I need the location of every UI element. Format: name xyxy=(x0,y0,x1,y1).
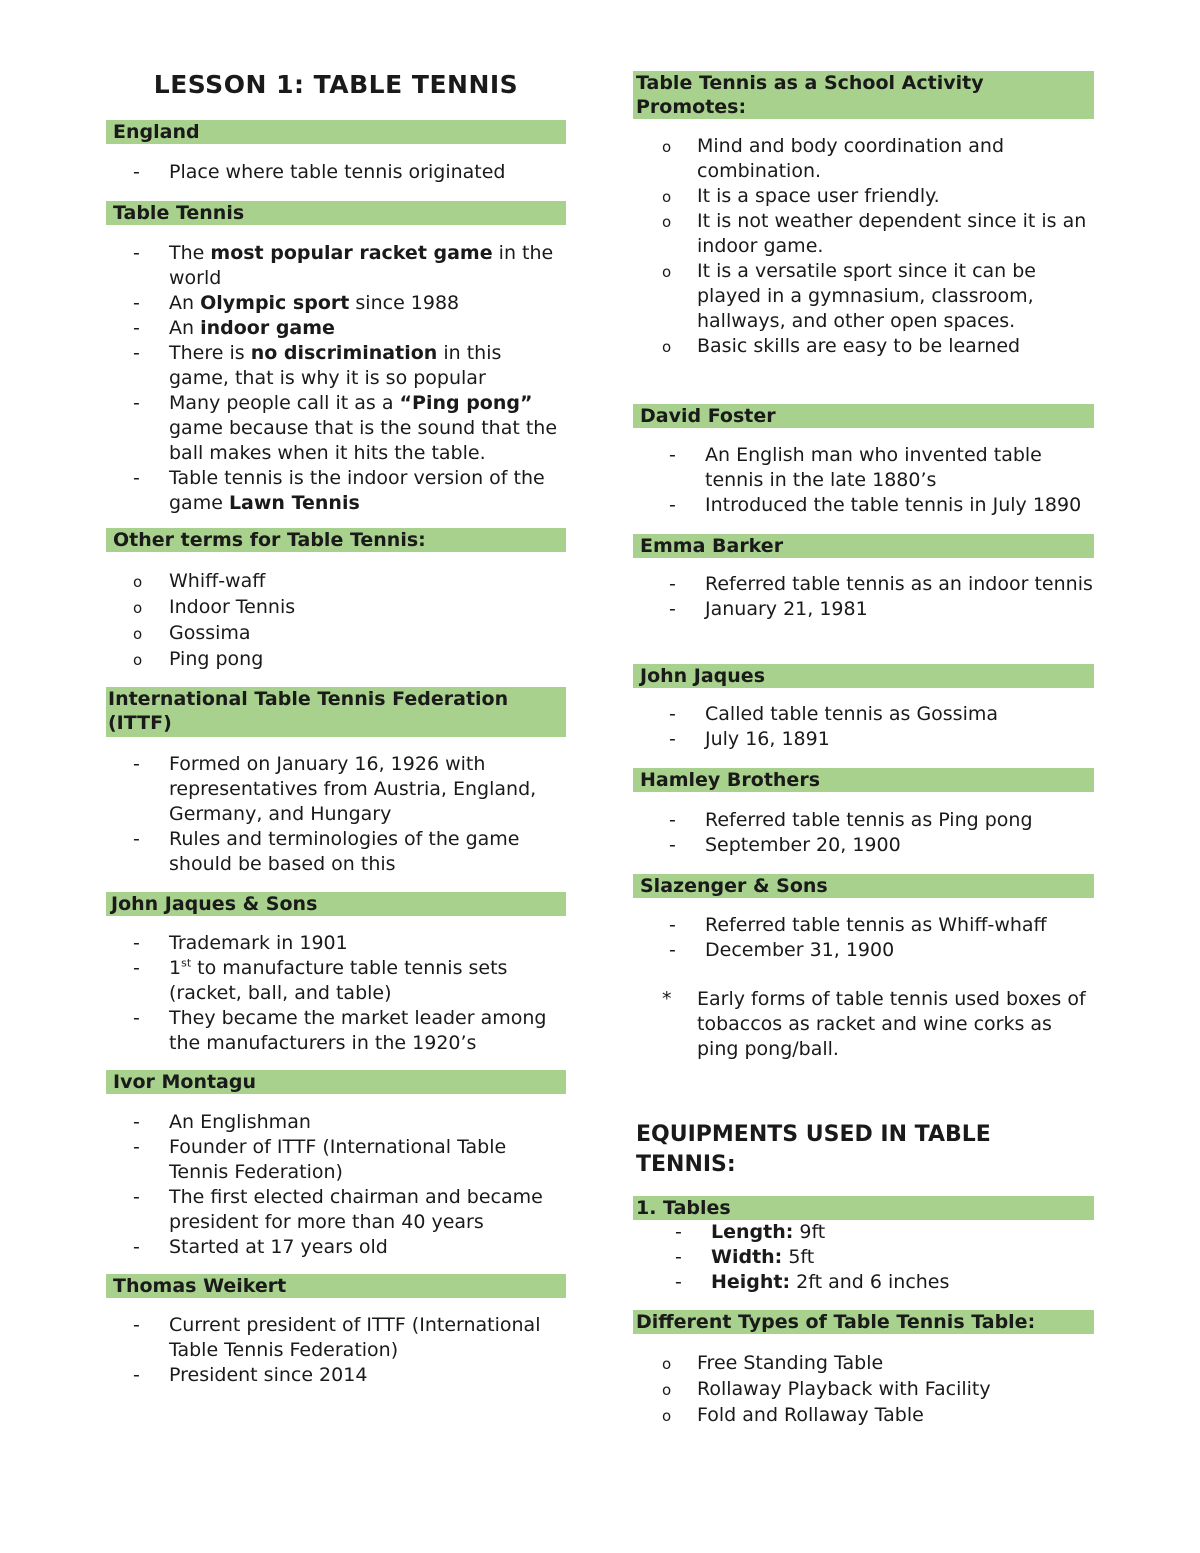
dash-bullet xyxy=(669,572,689,597)
list-item: o Fold and Rollaway Table xyxy=(633,1402,1094,1428)
dash-bullet xyxy=(133,241,153,266)
asterisk-bullet xyxy=(662,987,682,1012)
list-item: - Formed on January 16, 1926 with representatives from Austria, England, Germany, and Hungary xyxy=(106,752,566,827)
section-header-table-tennis: Table Tennis xyxy=(106,201,566,225)
list-item: - 1st to manufacture table tennis sets (racket, ball, and table) xyxy=(106,956,566,1006)
list-item: - December 31, 1900 xyxy=(633,938,1094,963)
section-header-slazenger-sons: Slazenger & Sons xyxy=(633,874,1094,898)
section-header-ivor-montagu: Ivor Montagu xyxy=(106,1070,566,1094)
david-foster-list xyxy=(633,443,1094,518)
dash-bullet xyxy=(133,827,153,852)
list-item: o It is not weather dependent since it is an indoor game. xyxy=(633,209,1094,259)
dash-bullet xyxy=(669,808,689,833)
dash-bullet xyxy=(133,956,153,981)
list-item: - President since 2014 xyxy=(106,1363,566,1388)
section-header-john-jaques-sons: John Jaques & Sons xyxy=(106,892,566,916)
dash-bullet xyxy=(133,1110,153,1135)
list-item: - July 16, 1891 xyxy=(633,727,1094,752)
dash-bullet xyxy=(669,938,689,963)
circle-bullet xyxy=(662,1350,682,1377)
table-types-list xyxy=(633,1350,1094,1428)
list-item: - Rules and terminologies of the game should be based on this xyxy=(106,827,566,877)
slazenger-sons-list xyxy=(633,913,1094,963)
list-item: o It is a space user friendly. xyxy=(633,184,1094,209)
section-header-other-terms: Other terms for Table Tennis: xyxy=(106,528,566,552)
list-item: - An Englishman xyxy=(106,1110,566,1135)
note-item: * Early forms of table tennis used boxes of tobaccos as racket and wine corks as ping pong/ball. xyxy=(633,987,1094,1062)
dash-bullet xyxy=(669,833,689,858)
list-item: o Mind and body coordination and combination. xyxy=(633,134,1094,184)
list-item: - Introduced the table tennis in July 1890 xyxy=(633,493,1094,518)
section-header-john-jaques: John Jaques xyxy=(633,664,1094,688)
hamley-brothers-list xyxy=(633,808,1094,858)
list-item: - Referred table tennis as an indoor tennis xyxy=(633,572,1094,597)
dash-bullet xyxy=(133,341,153,366)
dash-bullet xyxy=(133,931,153,956)
list-item: - Referred table tennis as Ping pong xyxy=(633,808,1094,833)
section-header-school-activity: Table Tennis as a School Activity Promotes: xyxy=(633,71,1094,119)
john-jaques-list xyxy=(633,702,1094,752)
dash-bullet xyxy=(133,1135,153,1160)
section-header-table-types: Different Types of Table Tennis Table: xyxy=(633,1310,1094,1334)
circle-bullet xyxy=(662,134,682,160)
note-list xyxy=(633,987,1094,1062)
section-header-emma-barker: Emma Barker xyxy=(633,534,1094,558)
list-item: - Width: 5ft xyxy=(633,1245,1094,1270)
dash-bullet xyxy=(133,391,153,416)
list-item: - Current president of ITTF (International Table Tennis Federation) xyxy=(106,1313,566,1363)
other-terms-list xyxy=(106,568,566,672)
dash-bullet xyxy=(675,1245,695,1270)
table-tennis-list xyxy=(106,241,566,516)
dash-bullet xyxy=(669,443,689,468)
list-item: o Indoor Tennis xyxy=(106,594,566,620)
circle-bullet xyxy=(133,620,153,647)
list-item: - An indoor game xyxy=(106,316,566,341)
dash-bullet xyxy=(669,913,689,938)
dash-bullet xyxy=(133,316,153,341)
john-jaques-sons-list xyxy=(106,931,566,1056)
dash-bullet xyxy=(133,466,153,491)
dash-bullet xyxy=(133,160,153,185)
school-activity-list xyxy=(633,134,1094,359)
list-item: o Basic skills are easy to be learned xyxy=(633,334,1094,359)
dash-bullet xyxy=(133,291,153,316)
list-item: - Called table tennis as Gossima xyxy=(633,702,1094,727)
list-item: - Length: 9ft xyxy=(633,1220,1094,1245)
equipment-title: EQUIPMENTS USED IN TABLE TENNIS: xyxy=(636,1122,991,1177)
circle-bullet xyxy=(662,209,682,235)
ittf-list xyxy=(106,752,566,877)
circle-bullet xyxy=(662,1376,682,1403)
dash-bullet xyxy=(133,1363,153,1388)
dash-bullet xyxy=(133,1313,153,1338)
list-item: - Place where table tennis originated xyxy=(106,160,566,185)
england-list xyxy=(106,160,566,185)
list-item: - Height: 2ft and 6 inches xyxy=(633,1270,1094,1295)
list-item: - An Olympic sport since 1988 xyxy=(106,291,566,316)
list-item: - Referred table tennis as Whiff-whaff xyxy=(633,913,1094,938)
list-item: - The first elected chairman and became president for more than 40 years xyxy=(106,1185,566,1235)
section-header-hamley-brothers: Hamley Brothers xyxy=(633,768,1094,792)
section-header-england: England xyxy=(106,120,566,144)
dash-bullet xyxy=(133,1185,153,1210)
list-item: - An English man who invented table tennis in the late 1880’s xyxy=(633,443,1094,493)
ivor-montagu-list xyxy=(106,1110,566,1260)
dash-bullet xyxy=(675,1220,695,1245)
list-item: - Started at 17 years old xyxy=(106,1235,566,1260)
list-item: - Founder of ITTF (International Table Tennis Federation) xyxy=(106,1135,566,1185)
dash-bullet xyxy=(675,1270,695,1295)
page-title: LESSON 1: TABLE TENNIS xyxy=(153,70,519,99)
circle-bullet xyxy=(133,594,153,621)
list-item: - The most popular racket game in the world xyxy=(106,241,566,291)
circle-bullet xyxy=(662,259,682,285)
list-item: - There is no discrimination in this game, that is why it is so popular xyxy=(106,341,566,391)
section-header-tables: 1. Tables xyxy=(633,1196,1094,1220)
section-header-david-foster: David Foster xyxy=(633,404,1094,428)
circle-bullet xyxy=(662,184,682,210)
dash-bullet xyxy=(133,752,153,777)
circle-bullet xyxy=(133,568,153,595)
circle-bullet xyxy=(133,646,153,673)
list-item: - Table tennis is the indoor version of the game Lawn Tennis xyxy=(106,466,566,516)
list-item: - They became the market leader among the manufacturers in the 1920’s xyxy=(106,1006,566,1056)
dash-bullet xyxy=(669,493,689,518)
list-item: o Free Standing Table xyxy=(633,1350,1094,1376)
list-item: - January 21, 1981 xyxy=(633,597,1094,622)
dash-bullet xyxy=(669,597,689,622)
section-header-ittf: International Table Tennis Federation (ITTF) xyxy=(106,687,566,737)
list-item: - Many people call it as a “Ping pong” game because that is the sound that the ball makes when it hits the table. xyxy=(106,391,566,466)
list-item: o It is a versatile sport since it can be played in a gymnasium, classroom, hallways, and other open spaces. xyxy=(633,259,1094,334)
dash-bullet xyxy=(669,702,689,727)
thomas-weikert-list xyxy=(106,1313,566,1388)
emma-barker-list xyxy=(633,572,1094,622)
list-item: - September 20, 1900 xyxy=(633,833,1094,858)
tables-list xyxy=(633,1220,1094,1295)
list-item: o Whiff-waff xyxy=(106,568,566,594)
dash-bullet xyxy=(133,1006,153,1031)
dash-bullet xyxy=(669,727,689,752)
list-item: o Gossima xyxy=(106,620,566,646)
dash-bullet xyxy=(133,1235,153,1260)
list-item: - Trademark in 1901 xyxy=(106,931,566,956)
list-item: o Rollaway Playback with Facility xyxy=(633,1376,1094,1402)
list-item: o Ping pong xyxy=(106,646,566,672)
circle-bullet xyxy=(662,334,682,360)
circle-bullet xyxy=(662,1402,682,1429)
section-header-thomas-weikert: Thomas Weikert xyxy=(106,1274,566,1298)
